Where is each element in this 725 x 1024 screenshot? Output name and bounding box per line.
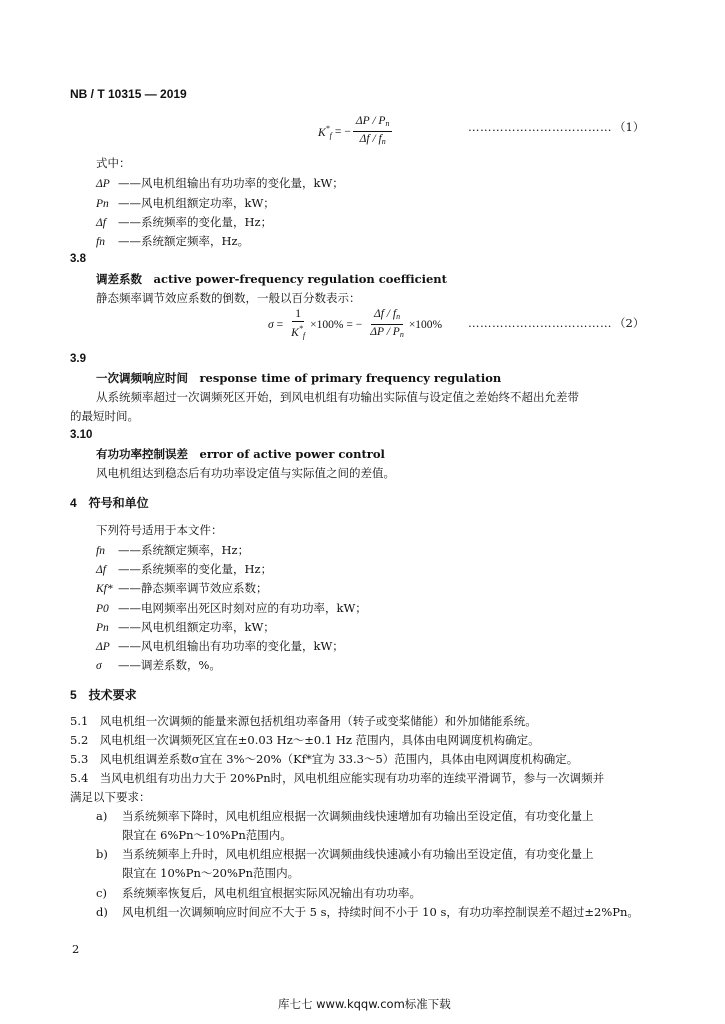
symbol-item: Δf ——系统频率的变化量，Hz； (96, 562, 273, 576)
item-c-label: c) (96, 886, 107, 900)
clause-5-3: 5.3 风电机组调差系数σ宜在 3%～20%（Kf*宜为 33.3～5）范围内，具体由电网调度机构确定。 (70, 752, 579, 766)
clause-5-1: 5.1 风电机组一次调频的能量来源包括机组功率备用（转子或变桨储能）和外加储能系统。 (70, 714, 537, 728)
footer-source: 库七七 www.kqqw.com标准下载 (278, 997, 451, 1011)
clause-3-9-def: 从系统频率超过一次调频死区开始，到风电机组有功输出实际值与设定值之差始终不超出允差带 (96, 390, 579, 404)
section-4-heading: 4 符号和单位 (70, 496, 149, 510)
standard-code: NB / T 10315 — 2019 (70, 87, 187, 101)
clause-3-10-term: 有功功率控制误差 error of active power control (96, 447, 385, 461)
where-item: Pn ——风电机组额定功率，kW； (96, 196, 275, 210)
symbol-item: fn ——系统额定频率，Hz； (96, 543, 250, 557)
eq2-label: （2） (614, 316, 645, 330)
where-item: fn ——系统额定频率，Hz。 (96, 234, 250, 248)
clause-3-8-term: 调差系数 active power-frequency regulation coefficient (96, 272, 447, 286)
symbol-item: Pn ——风电机组额定功率，kW； (96, 620, 275, 634)
page-number: 2 (72, 942, 80, 956)
clause-5-2: 5.2 风电机组一次调频死区宜在±0.03 Hz～±0.1 Hz 范围内，具体由电网调度机构确定。 (70, 733, 540, 747)
eq1-dots: ……………………………… (468, 120, 612, 134)
clause-3-9-term: 一次调频响应时间 response time of primary frequency regulation (96, 371, 502, 385)
clause-3-10-num: 3.10 (70, 429, 93, 441)
equation-1: $K^*_f$ = − $\frac{\Delta P / P_n}{\Delta f / f_n}$ (318, 114, 394, 149)
clause-3-10-def: 风电机组达到稳态后有功功率设定值与实际值之间的差值。 (96, 466, 395, 480)
item-b-text-2: 限宜在 10%Pn～20%Pn范围内。 (122, 866, 300, 880)
clause-5-4: 5.4 当风电机组有功出力大于 20%Pn时，风电机组应能实现有功功率的连续平滑调节，参与一次调频并 (70, 771, 605, 785)
eq2-dots: ……………………………… (468, 316, 612, 330)
clause-3-8-def: 静态频率调节效应系数的倒数，一般以百分数表示： (96, 291, 361, 305)
section-4-intro: 下列符号适用于本文件： (96, 523, 223, 537)
where-item: ΔP ——风电机组输出有功功率的变化量，kW； (96, 176, 344, 190)
item-a-label: a) (96, 809, 108, 823)
eq1-lhs: K (318, 126, 326, 139)
eq1-label: （1） (614, 120, 645, 134)
item-b-label: b) (96, 847, 108, 861)
clause-3-9-num: 3.9 (70, 353, 86, 365)
item-a-text: 当系统频率下降时，风电机组应根据一次调频曲线快速增加有功输出至设定值，有功变化量上 (122, 809, 594, 823)
clause-5-4-cont: 满足以下要求： (70, 790, 151, 804)
clause-3-8-num: 3.8 (70, 253, 86, 265)
item-b-text: 当系统频率上升时，风电机组应根据一次调频曲线快速减小有功输出至设定值，有功变化量上 (122, 847, 594, 861)
symbol-item: ΔP ——风电机组输出有功功率的变化量，kW； (96, 639, 344, 653)
symbol-item: Kf* ——静态频率调节效应系数； (96, 581, 268, 595)
item-c-text: 系统频率恢复后，风电机组宜根据实际风况输出有功功率。 (122, 886, 421, 900)
symbol-item: σ ——调差系数，%。 (96, 658, 221, 672)
symbol-item: P0 ——电网频率出死区时刻对应的有功功率，kW； (96, 601, 367, 615)
where-label: 式中： (96, 156, 131, 170)
equation-2: σ = $\frac{1}{K^*_f}$ ×100% = − $\frac{\Delta f / f_n}{\Delta P / P_n}$ ×100% (268, 308, 443, 340)
clause-3-9-def-2: 的最短时间。 (70, 409, 139, 423)
item-d-label: d) (96, 905, 108, 919)
item-a-text-2: 限宜在 6%Pn～10%Pn范围内。 (122, 828, 292, 842)
item-d-text: 风电机组一次调频响应时间应不大于 5 s，持续时间不小于 10 s，有功功率控制误差不超过±2%Pn。 (122, 905, 639, 919)
where-item: Δf ——系统频率的变化量，Hz； (96, 215, 273, 229)
section-5-heading: 5 技术要求 (70, 688, 137, 702)
